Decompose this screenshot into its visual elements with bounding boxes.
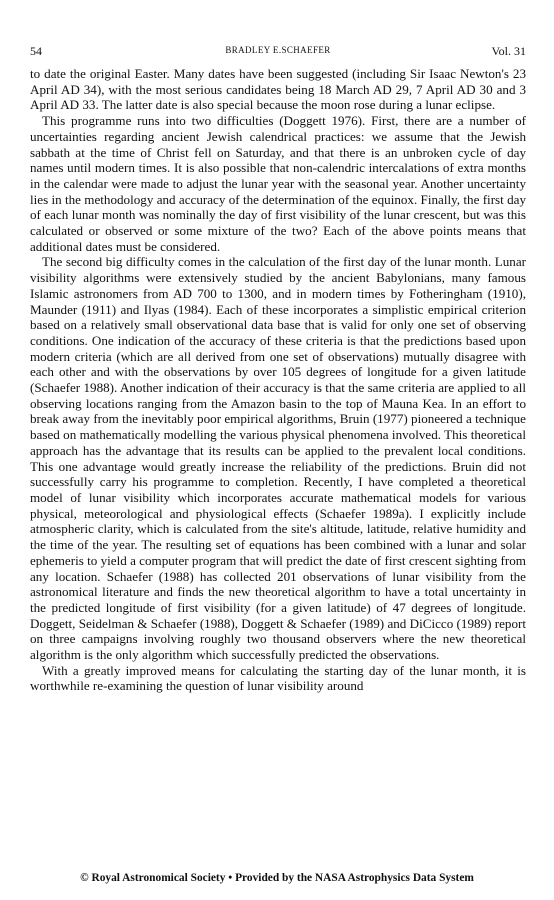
paragraph-1: to date the original Easter. Many dates have been suggested (including Sir Isaac Newton's 23 April AD 34), with the most serious candidates being 18 March AD 29, 7 April AD 30 and 3 April AD 33. The latter date is also special because the moon rose during a lunar eclipse. [30,66,526,113]
article-body [30,66,526,694]
volume-label: Vol. 31 [491,44,526,58]
paragraph-3: The second big difficulty comes in the calculation of the first day of the lunar month. Lunar visibility algorithms were extensively studied by the ancient Babylonians, many famous Islamic astronomers from AD 700 to 1300, and in modern times by Fotheringham (1910), Maunder (1911) and Ilyas (1984). Each of these incorporates a simplistic empirical criterion based on a relatively small observational data base that is valid for only one set of observing conditions. One indication of the accuracy of these criteria is that the predictions based upon modern criteria (which are all derived from one set of observations) mutually disagree with each other and with the observations by over 105 degrees of longitude for a given latitude (Schaefer 1988). Another indication of their accuracy is that the same criteria are applied to all observing locations ranging from the Amazon basin to the top of Mauna Kea. In an effort to break away from the inevitably poor empirical algorithms, Bruin (1977) pioneered a technique based on mathematically modelling the various physical phenomena involved. This theoretical approach has the advantage that its results can be applied to the prevalent local conditions. This one advantage would greatly increase the reliability of the predictions. Bruin did not successfully carry his programme to completion. Recently, I have completed a theoretical model of lunar visibility which incorporates accurate mathematical models for various physical, meteorological and physiological effects (Schaefer 1989a). I explicitly include atmospheric clarity, which is calculated from the site's altitude, latitude, relative humidity and the time of the year. The resulting set of equations has been combined with a lunar and solar ephemeris to yield a computer program that will predict the date of first crescent sighting from any location. Schaefer (1988) has collected 201 observations of lunar visibility from the astronomical literature and finds the new theoretical algorithm to have a total uncertainty in the predicted longitude of first visibility (for a given latitude) of 47 degrees of longitude. Doggett, Seidelman & Schaefer (1988), Doggett & Schaefer (1989) and DiCicco (1989) report on three campaigns involving roughly two thousand observers where the new theoretical algorithm is the only algorithm which successfully predicted the observations. [30,254,526,663]
paragraph-4: With a greatly improved means for calculating the starting day of the lunar month, it is worthwhile re-examining the question of lunar visibility around [30,662,526,694]
copyright-footer: © Royal Astronomical Society • Provided by the NASA Astrophysics Data System [80,872,474,884]
paragraph-2: This programme runs into two difficulties (Doggett 1976). First, there are a number of uncertainties regarding ancient Jewish calendrical practices: we assume that the Jewish sabbath at the time of Christ fell on Saturday, and that there is an unbroken cycle of day names until modern times. It is also possible that non-calendric intercalations of extra months in the calendar were made to adjust the lunar year with the seasonal year. Another uncertainty lies in the methodology and accuracy of the determination of the equinox. Finally, the first day of each lunar month was nominally the day of first visibility of the lunar crescent, but was this calculated or observed or some mixture of the two? Each of the above points means that additional dates must be considered. [30,113,526,254]
running-header [30,44,526,60]
running-title: BRADLEY E.SCHAEFER [225,45,331,55]
page-number: 54 [30,44,42,58]
